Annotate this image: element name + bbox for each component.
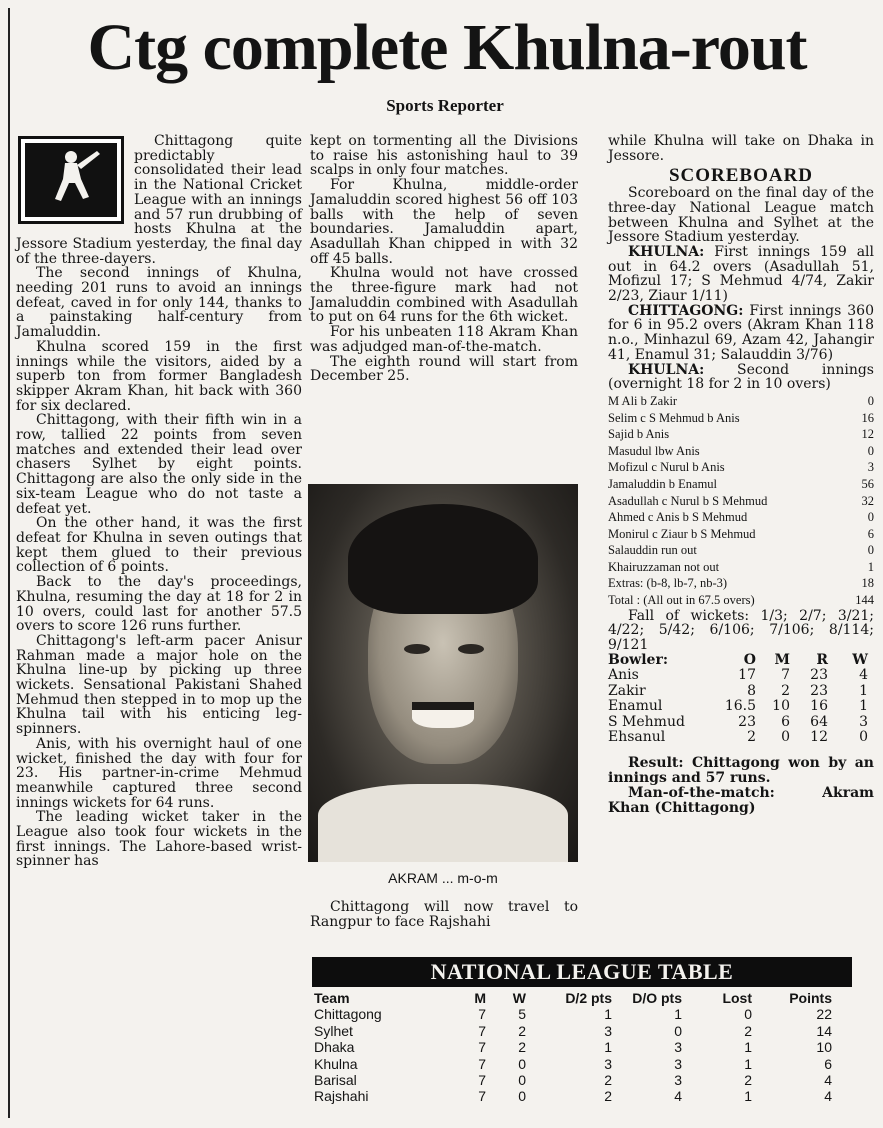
bowling-card <box>608 653 874 746</box>
extras-row: Extras: (b-8, lb-7, nb-3) 18 <box>608 576 874 591</box>
paragraph: Khulna scored 159 in the first innings while the visitors, aided by a superb ton from former Bangladesh skipper Akram Khan, hit back with 360 for six declared. <box>16 338 302 414</box>
batting-row: Selim c S Mehmud b Anis 16 <box>608 410 874 425</box>
batting-row: Salauddin run out 0 <box>608 543 874 558</box>
league-row: Barisal 7 0 2 3 2 4 <box>314 1072 832 1089</box>
paragraph: kept on tormenting all the Divisions to raise his astonishing haul to 39 scalps in only four matches. <box>310 133 578 179</box>
scoreboard-heading: SCOREBOARD <box>668 165 814 187</box>
bowling-row: Anis 17 7 23 4 <box>608 667 868 684</box>
paragraph: Chittagong quite predictably consolidated their lead in the National Cricket League with an innings and 57 run drubbing of hosts Khulna at the Jessore Stadium yesterday, the final day of the three-dayers. <box>16 133 302 267</box>
paragraph: For his unbeaten 118 Akram Khan was adjudged man-of-the-match. <box>310 324 578 355</box>
paragraph: Back to the day's proceedings, Khulna, resuming the day at 18 for 2 in 10 overs, could last for another 57.5 overs to score 126 runs further. <box>16 574 302 635</box>
cricket-logo <box>18 136 124 224</box>
paragraph: The second innings of Khulna, needing 201 runs to avoid an innings defeat, caved in for only 144, thanks to a painstaking half-century from Jamaluddin. <box>16 265 302 341</box>
fall-of-wickets: Fall of wickets: 1/3; 2/7; 3/21; 4/22; 5/42; 6/106; 7/106; 8/114; 9/121 <box>608 607 874 654</box>
paragraph: The eighth round will start from December 25. <box>310 353 578 385</box>
batting-row: Masudul lbw Anis 0 <box>608 443 874 458</box>
match-result: Result: Chittagong won by an innings and 57 runs. <box>608 754 874 786</box>
league-row: Chittagong 7 5 1 1 0 22 <box>314 1006 832 1023</box>
league-row: Rajshahi 7 0 2 4 1 4 <box>314 1088 832 1105</box>
total-row: Total : (All out in 67.5 overs) 144 <box>608 593 874 608</box>
paragraph: For Khulna, middle-order Jamaluddin scored highest 56 off 103 balls with the help of seven boundaries. Jamaluddin apart, Asadullah Khan chipped in with 32 off 45 balls. <box>310 177 578 267</box>
chittagong-first-innings: CHITTAGONG: First innings 360 for 6 in 95.2 overs (Akram Khan 118 n.o., Minhazul 69, Azam 42, Jahangir 41, Enamul 31; Salauddin 3/76) <box>608 302 874 363</box>
batting-row: Mofizul c Nurul b Anis 3 <box>608 460 874 475</box>
paragraph: Khulna would not have crossed the three-figure mark had not Jamaluddin combined with Asadullah to put on 64 runs for the 6th wicket. <box>310 265 578 326</box>
batting-row: Sajid b Anis 12 <box>608 427 874 442</box>
league-table-title: NATIONAL LEAGUE TABLE <box>312 957 852 987</box>
batting-card <box>608 393 874 609</box>
paragraph: Chittagong, with their fifth win in a row, tallied 22 points from seven matches and extended their lead over chasers Sylhet by eight points. Chittagong are also the only side in the six-team League who do not taste a defeat yet. <box>16 412 302 517</box>
league-row: Sylhet 7 2 3 0 2 14 <box>314 1022 832 1039</box>
paragraph: Anis, with his overnight haul of one wicket, finished the day with four for 23. His partner-in-crime Mehmud meanwhile captured three second innings wickets for 64 runs. <box>16 735 302 811</box>
batting-row: Ahmed c Anis b S Mehmud 0 <box>608 510 874 525</box>
bowling-row: Ehsanul 2 0 12 0 <box>608 729 868 746</box>
khulna-second-innings: KHULNA: Second innings (overnight 18 for 2 in 10 overs) <box>608 361 874 393</box>
bowling-row: Enamul 16.5 10 16 1 <box>608 698 868 715</box>
article-column-1 <box>16 134 302 869</box>
scoreboard-column <box>608 134 874 816</box>
paragraph: The leading wicket taker in the League also took four wickets in the first innings. The Lahore-based wrist-spinner has <box>16 809 302 870</box>
bowling-row: S Mehmud 23 6 64 3 <box>608 713 868 730</box>
league-header-row: Team M W D/2 pts D/O pts Lost Points <box>314 990 832 1006</box>
article-column-2 <box>310 134 578 384</box>
league-row: Khulna 7 0 3 3 1 6 <box>314 1055 832 1072</box>
league-row: Dhaka 7 2 1 3 1 10 <box>314 1039 832 1056</box>
photo-caption: AKRAM ... m-o-m <box>388 870 498 886</box>
paragraph: while Khulna will take on Dhaka in Jessore. <box>608 133 874 164</box>
man-of-the-match: Man-of-the-match: Akram Khan (Chittagong) <box>608 784 874 816</box>
paragraph: On the other hand, it was the first defeat for Khulna in seven outings that kept them glued to their previous collection of 6 points. <box>16 515 302 576</box>
batting-row: Khairuzzaman not out 1 <box>608 559 874 574</box>
paragraph: Chittagong will now travel to Rangpur to face Rajshahi <box>310 899 578 930</box>
batsman-icon <box>25 143 115 215</box>
league-table <box>314 990 854 1105</box>
column-rule <box>8 8 10 1118</box>
batting-row: Monirul c Ziaur b S Mehmud 6 <box>608 526 874 541</box>
bowling-header: Bowler: O M R W <box>608 651 868 668</box>
paragraph: Chittagong's left-arm pacer Anisur Rahman made a major hole on the Khulna line-up by picking up three wickets. Sensational Pakistani Shahed Mehmud then stepped in to mop up the Khulna tail with his enticing leg-spinners. <box>16 632 302 738</box>
batting-row: Jamaluddin b Enamul 56 <box>608 476 874 491</box>
bowling-row: Zakir 8 2 23 1 <box>608 682 868 699</box>
scoreboard-intro: Scoreboard on the final day of the three-day National League match between Khulna and Sylhet at the Jessore Stadium yesterday. <box>608 185 874 246</box>
akram-photo <box>308 484 578 862</box>
headline: Ctg complete Khulna-rout <box>87 11 807 84</box>
article-column-2-end <box>310 900 578 929</box>
batting-row: M Ali b Zakir 0 <box>608 393 874 408</box>
batting-row: Asadullah c Nurul b S Mehmud 32 <box>608 493 874 508</box>
byline: Sports Reporter <box>386 96 504 115</box>
khulna-first-innings: KHULNA: First innings 159 all out in 64.2 overs (Asadullah 51, Mofizul 17; S Mehmud 4/74, Zakir 2/23, Ziaur 1/11) <box>608 243 874 305</box>
